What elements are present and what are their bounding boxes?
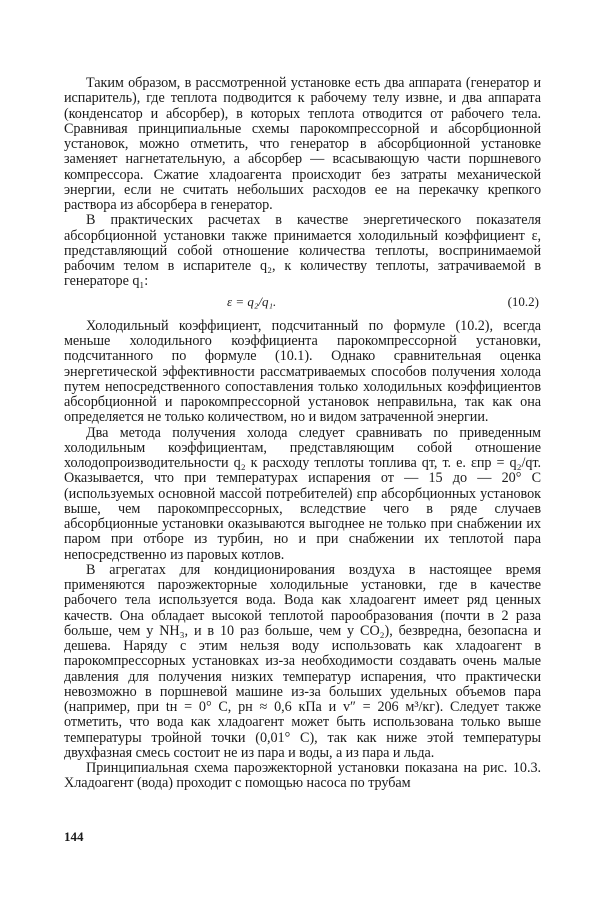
book-page-body <box>64 76 541 792</box>
paragraph-absorber-compressor-comparison: Таким образом, в рассмотренной установке есть два аппарата (генератор и испаритель), где теплота подводится к рабочему телу извне, и два аппарата (конденсатор и абсорбер), в которых теплота отводится от рабочего тела. Сравнивая принципиальные схемы парокомпрессорной и абсорбционной установок, можно отметить, что генератор в абсорбционной установке заменяет нагнетательную, а абсорбер — всасывающую части поршневого компрессора. Сжатие хладоагента происходит без затраты механической энергии, если не считать небольших расходов ее на перекачку крепкого раствора из абсорбера в генератор. <box>64 75 541 213</box>
paragraph-reduced-coefficients: Два метода получения холода следует сравнивать по приведенным холодильным коэффициентам, представляющим собой отношение холодопроизводительности q₂ к расходу теплоты топлива qт, т. е. εпр = q₂/qт. Оказывается, что при температурах испарения от — 15 до — 20° С (используемых основной массой потребителей) εпр абсорбционных установок выше, чем парокомпрессорных, вследствие чего в ряде случаев абсорбционные установки оказываются выгоднее не только при снабжении их паром при отборе из турбин, но и при снабжении их теплотой пара непосредственно из паровых котлов. <box>64 424 541 563</box>
paragraph-refrigeration-coefficient: В практических расчетах в качестве энергетического показателя абсорбционной установки также принимается холодильный коэффициент ε, представляющий собой отношение количества теплоты, воспринимаемой рабочим телом в испарителе q₂, к количеству теплоты, затрачиваемой в генераторе q₁: <box>64 212 541 290</box>
page-number: 144 <box>64 829 84 844</box>
equation-10-2 <box>64 294 541 309</box>
paragraph-schematic-fig-10-3: Принципиальная схема пароэжекторной установки показана на рис. 10.3. Хладоагент (вода) проходит с помощью насоса по трубам <box>64 760 541 792</box>
paragraph-steam-ejector-units: В агрегатах для кондиционирования воздуха в настоящее время применяются пароэжекторные холодильные установки, где в качестве рабочего тела используется вода. Вода как хладоагент имеет ряд ценных качеств. Она обладает высокой теплотой парообразования (почти в 2 раза больше, чем у NH₃, и в 10 раз больше, чем у CO₂), безвредна, безопасна и дешева. Наряду с этим нельзя воду использовать как хладоагент в парокомпрессорных установках из-за необходимости создавать очень малые давления для получения низких температур испарения, что практически невозможно в поршневой машине из-за больших удельных объемов пара (например, при tн = 0° С, pн ≈ 0,6 кПа и v″ = 206 м³/кг). Следует также отметить, что вода как хладоагент может быть использована только выше температуры тройной точки (0,01° С), так как ниже этой температуры двухфазная смесь состоит не из пара и воды, а из пара и льда. <box>64 561 541 761</box>
equation-expression: ε = q₂/q₁. <box>227 293 277 309</box>
equation-number: (10.2) <box>507 293 539 309</box>
paragraph-coefficient-comparison: Холодильный коэффициент, подсчитанный по формуле (10.2), всегда меньше холодильного коэффициента парокомпрессорной установки, подсчитанного по формуле (10.1). Однако сравнительная оценка энергетической эффективности рассматриваемых способов получения холода путем непосредственного сопоставления только холодильных коэффициентов абсорбционной и парокомпрессорной установок неправильна, так как она определяется не только количеством, но и видом затраченной энергии. <box>64 317 541 426</box>
